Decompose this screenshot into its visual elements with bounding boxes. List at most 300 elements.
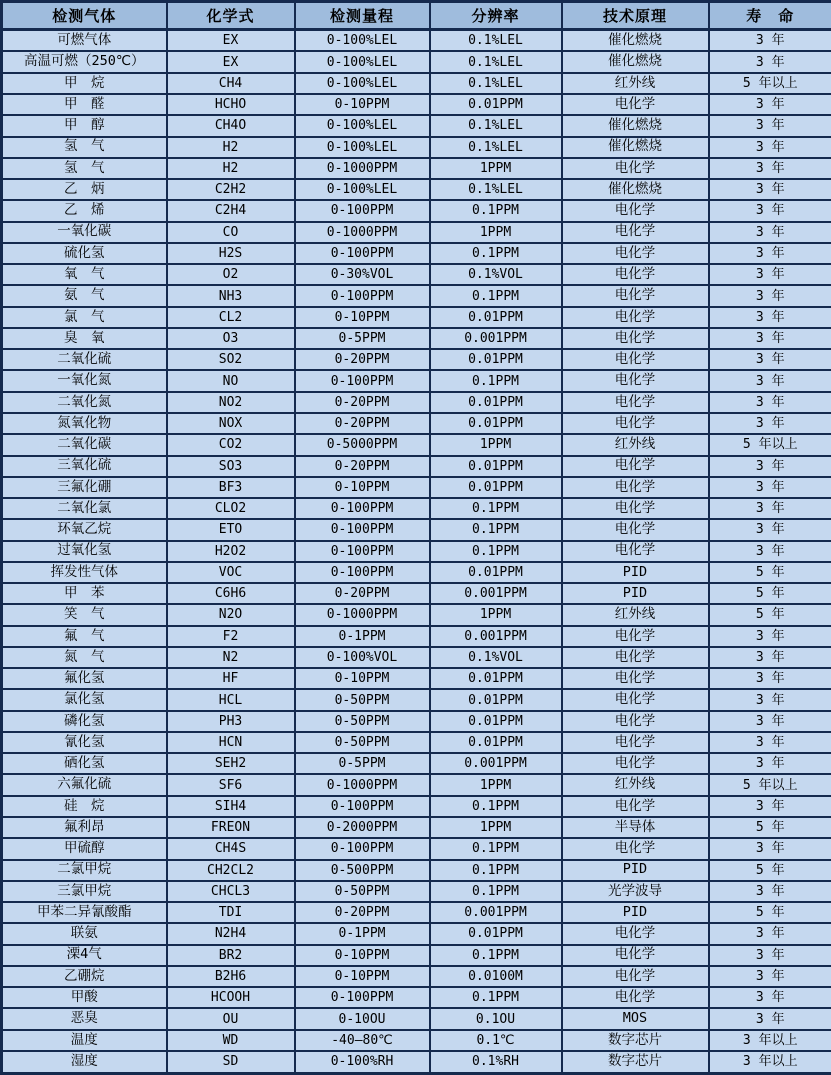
cell-lifespan: 3 年	[709, 285, 831, 306]
cell-gas: 甲 烷	[2, 73, 167, 94]
table-row	[2, 413, 831, 434]
cell-lifespan: 3 年	[709, 158, 831, 179]
table-row	[2, 51, 831, 72]
cell-principle: 电化学	[562, 456, 709, 477]
cell-lifespan: 3 年	[709, 519, 831, 540]
table-row	[2, 1030, 831, 1051]
cell-gas: 氟 气	[2, 626, 167, 647]
cell-principle: 电化学	[562, 243, 709, 264]
cell-gas: 甲硫醇	[2, 838, 167, 859]
cell-formula: EX	[167, 30, 295, 52]
cell-formula: SO3	[167, 456, 295, 477]
cell-gas: 硒化氢	[2, 753, 167, 774]
cell-formula: SO2	[167, 349, 295, 370]
cell-lifespan: 3 年	[709, 307, 831, 328]
cell-principle: 电化学	[562, 541, 709, 562]
cell-range: 0-20PPM	[295, 456, 430, 477]
cell-gas: 硫化氢	[2, 243, 167, 264]
cell-gas: 三氧化硫	[2, 456, 167, 477]
cell-range: 0-1000PPM	[295, 222, 430, 243]
cell-gas: 高温可燃（250℃）	[2, 51, 167, 72]
cell-principle: 光学波导	[562, 881, 709, 902]
cell-lifespan: 3 年	[709, 796, 831, 817]
cell-range: 0-100%LEL	[295, 73, 430, 94]
cell-lifespan: 3 年	[709, 456, 831, 477]
cell-range: 0-100PPM	[295, 541, 430, 562]
cell-lifespan: 5 年	[709, 902, 831, 923]
cell-formula: CH2CL2	[167, 860, 295, 881]
cell-lifespan: 5 年以上	[709, 73, 831, 94]
cell-principle: 电化学	[562, 519, 709, 540]
cell-range: 0-100%LEL	[295, 179, 430, 200]
cell-resolution: 0.1PPM	[430, 285, 562, 306]
cell-range: 0-10PPM	[295, 477, 430, 498]
column-header-formula: 化学式	[167, 2, 295, 30]
cell-range: 0-5000PPM	[295, 434, 430, 455]
cell-range: 0-5PPM	[295, 753, 430, 774]
cell-formula: O3	[167, 328, 295, 349]
cell-resolution: 0.01PPM	[430, 392, 562, 413]
cell-lifespan: 3 年	[709, 945, 831, 966]
cell-range: 0-10OU	[295, 1008, 430, 1029]
cell-resolution: 0.1%VOL	[430, 264, 562, 285]
cell-principle: 电化学	[562, 477, 709, 498]
cell-resolution: 0.01PPM	[430, 94, 562, 115]
cell-range: 0-10PPM	[295, 668, 430, 689]
table-row	[2, 562, 831, 583]
table-row	[2, 200, 831, 221]
cell-lifespan: 3 年	[709, 413, 831, 434]
cell-gas: 二氧化碳	[2, 434, 167, 455]
cell-formula: NH3	[167, 285, 295, 306]
cell-gas: 乙 烯	[2, 200, 167, 221]
cell-formula: CHCL3	[167, 881, 295, 902]
cell-resolution: 0.1PPM	[430, 200, 562, 221]
table-row	[2, 902, 831, 923]
cell-resolution: 0.1%LEL	[430, 73, 562, 94]
cell-formula: N2	[167, 647, 295, 668]
cell-range: 0-100%VOL	[295, 647, 430, 668]
cell-lifespan: 3 年	[709, 328, 831, 349]
cell-resolution: 1PPM	[430, 774, 562, 795]
cell-resolution: 0.1PPM	[430, 243, 562, 264]
column-header-resolution: 分辨率	[430, 2, 562, 30]
cell-resolution: 0.01PPM	[430, 562, 562, 583]
cell-principle: MOS	[562, 1008, 709, 1029]
cell-gas: 乙 炳	[2, 179, 167, 200]
cell-formula: VOC	[167, 562, 295, 583]
cell-resolution: 0.001PPM	[430, 328, 562, 349]
cell-range: 0-10PPM	[295, 307, 430, 328]
cell-range: 0-10PPM	[295, 966, 430, 987]
cell-resolution: 0.001PPM	[430, 753, 562, 774]
table-row	[2, 796, 831, 817]
cell-gas: 一氧化氮	[2, 370, 167, 391]
table-header	[2, 2, 831, 30]
cell-principle: 电化学	[562, 945, 709, 966]
cell-formula: NOX	[167, 413, 295, 434]
cell-lifespan: 3 年	[709, 370, 831, 391]
cell-formula: C2H4	[167, 200, 295, 221]
cell-resolution: 0.1℃	[430, 1030, 562, 1051]
cell-lifespan: 3 年	[709, 541, 831, 562]
table-row	[2, 477, 831, 498]
cell-resolution: 0.01PPM	[430, 668, 562, 689]
cell-formula: PH3	[167, 711, 295, 732]
cell-principle: 电化学	[562, 328, 709, 349]
cell-range: 0-30%VOL	[295, 264, 430, 285]
cell-resolution: 0.01PPM	[430, 923, 562, 944]
cell-range: 0-10PPM	[295, 94, 430, 115]
table-row	[2, 604, 831, 625]
cell-gas: 乙硼烷	[2, 966, 167, 987]
cell-resolution: 1PPM	[430, 222, 562, 243]
cell-resolution: 0.01PPM	[430, 349, 562, 370]
cell-lifespan: 3 年	[709, 94, 831, 115]
cell-lifespan: 3 年	[709, 923, 831, 944]
cell-resolution: 1PPM	[430, 604, 562, 625]
cell-gas: 氮氧化物	[2, 413, 167, 434]
table-row	[2, 626, 831, 647]
table-row	[2, 73, 831, 94]
cell-lifespan: 3 年	[709, 243, 831, 264]
cell-resolution: 0.1OU	[430, 1008, 562, 1029]
cell-formula: F2	[167, 626, 295, 647]
cell-gas: 温度	[2, 1030, 167, 1051]
table-row	[2, 1051, 831, 1074]
table-row	[2, 583, 831, 604]
cell-lifespan: 3 年	[709, 200, 831, 221]
cell-principle: 数字芯片	[562, 1030, 709, 1051]
cell-range: 0-100PPM	[295, 838, 430, 859]
cell-principle: 电化学	[562, 796, 709, 817]
header-row	[2, 2, 831, 30]
cell-gas: 三氯甲烷	[2, 881, 167, 902]
cell-gas: 二氧化硫	[2, 349, 167, 370]
cell-range: 0-5PPM	[295, 328, 430, 349]
table-row	[2, 753, 831, 774]
table-row	[2, 434, 831, 455]
cell-principle: 催化燃烧	[562, 179, 709, 200]
cell-formula: BR2	[167, 945, 295, 966]
table-row	[2, 115, 831, 136]
cell-lifespan: 3 年	[709, 732, 831, 753]
table-row	[2, 838, 831, 859]
cell-principle: 电化学	[562, 689, 709, 710]
cell-principle: 催化燃烧	[562, 51, 709, 72]
cell-lifespan: 3 年	[709, 392, 831, 413]
cell-resolution: 0.1%LEL	[430, 115, 562, 136]
cell-formula: SIH4	[167, 796, 295, 817]
table-row	[2, 370, 831, 391]
cell-gas: 氢 气	[2, 158, 167, 179]
table-row	[2, 689, 831, 710]
cell-range: 0-20PPM	[295, 902, 430, 923]
cell-gas: 氯 气	[2, 307, 167, 328]
cell-gas: 挥发性气体	[2, 562, 167, 583]
table-body	[2, 30, 831, 1074]
column-header-lifespan: 寿 命	[709, 2, 831, 30]
cell-range: 0-1000PPM	[295, 774, 430, 795]
cell-range: 0-1000PPM	[295, 604, 430, 625]
cell-principle: 电化学	[562, 626, 709, 647]
table-row	[2, 456, 831, 477]
cell-lifespan: 3 年	[709, 30, 831, 52]
table-row	[2, 307, 831, 328]
cell-range: 0-1PPM	[295, 923, 430, 944]
cell-formula: ETO	[167, 519, 295, 540]
cell-resolution: 0.1PPM	[430, 519, 562, 540]
cell-range: 0-100PPM	[295, 370, 430, 391]
cell-range: 0-1000PPM	[295, 158, 430, 179]
cell-lifespan: 3 年	[709, 51, 831, 72]
cell-gas: 氮 气	[2, 647, 167, 668]
cell-gas: 氧 气	[2, 264, 167, 285]
cell-range: 0-20PPM	[295, 583, 430, 604]
table-row	[2, 647, 831, 668]
cell-principle: 电化学	[562, 668, 709, 689]
cell-formula: C2H2	[167, 179, 295, 200]
cell-lifespan: 3 年	[709, 753, 831, 774]
cell-principle: 电化学	[562, 307, 709, 328]
cell-principle: 电化学	[562, 94, 709, 115]
cell-formula: CH4	[167, 73, 295, 94]
cell-formula: B2H6	[167, 966, 295, 987]
table-row	[2, 264, 831, 285]
cell-range: 0-100PPM	[295, 562, 430, 583]
cell-formula: H2S	[167, 243, 295, 264]
table-row	[2, 137, 831, 158]
cell-principle: 电化学	[562, 923, 709, 944]
cell-resolution: 1PPM	[430, 158, 562, 179]
cell-lifespan: 3 年	[709, 838, 831, 859]
cell-formula: TDI	[167, 902, 295, 923]
cell-principle: 电化学	[562, 647, 709, 668]
cell-principle: 电化学	[562, 200, 709, 221]
cell-range: 0-100%RH	[295, 1051, 430, 1074]
cell-gas: 二氯甲烷	[2, 860, 167, 881]
cell-formula: H2O2	[167, 541, 295, 562]
cell-lifespan: 3 年	[709, 647, 831, 668]
cell-lifespan: 5 年	[709, 562, 831, 583]
cell-gas: 二氧化氯	[2, 498, 167, 519]
cell-resolution: 0.1PPM	[430, 498, 562, 519]
cell-formula: H2	[167, 137, 295, 158]
cell-gas: 三氟化硼	[2, 477, 167, 498]
cell-range: 0-100%LEL	[295, 115, 430, 136]
column-header-gas: 检测气体	[2, 2, 167, 30]
cell-lifespan: 3 年	[709, 966, 831, 987]
cell-formula: N2H4	[167, 923, 295, 944]
cell-lifespan: 3 年	[709, 498, 831, 519]
cell-resolution: 0.01PPM	[430, 307, 562, 328]
cell-resolution: 0.1%VOL	[430, 647, 562, 668]
cell-range: 0-100%LEL	[295, 30, 430, 52]
cell-gas: 氢 气	[2, 137, 167, 158]
cell-lifespan: 5 年	[709, 583, 831, 604]
cell-resolution: 0.01PPM	[430, 732, 562, 753]
cell-principle: PID	[562, 583, 709, 604]
cell-formula: HF	[167, 668, 295, 689]
cell-resolution: 0.1%LEL	[430, 30, 562, 52]
cell-resolution: 0.1PPM	[430, 945, 562, 966]
cell-formula: NO	[167, 370, 295, 391]
table-row	[2, 881, 831, 902]
cell-principle: 电化学	[562, 987, 709, 1008]
cell-resolution: 0.01PPM	[430, 711, 562, 732]
cell-gas: 臭 氧	[2, 328, 167, 349]
table-row	[2, 1008, 831, 1029]
cell-resolution: 0.1PPM	[430, 881, 562, 902]
cell-range: 0-500PPM	[295, 860, 430, 881]
cell-principle: 电化学	[562, 711, 709, 732]
cell-principle: 电化学	[562, 732, 709, 753]
cell-lifespan: 3 年	[709, 349, 831, 370]
cell-formula: CO2	[167, 434, 295, 455]
cell-range: 0-100PPM	[295, 200, 430, 221]
cell-range: 0-100PPM	[295, 243, 430, 264]
cell-principle: 催化燃烧	[562, 115, 709, 136]
cell-formula: HCN	[167, 732, 295, 753]
cell-gas: 过氧化氢	[2, 541, 167, 562]
cell-gas: 笑 气	[2, 604, 167, 625]
cell-principle: PID	[562, 562, 709, 583]
cell-range: 0-100PPM	[295, 519, 430, 540]
table-row	[2, 349, 831, 370]
cell-principle: 电化学	[562, 264, 709, 285]
cell-resolution: 0.1PPM	[430, 860, 562, 881]
table-row	[2, 179, 831, 200]
cell-principle: 电化学	[562, 413, 709, 434]
cell-range: 0-1PPM	[295, 626, 430, 647]
cell-principle: 红外线	[562, 604, 709, 625]
cell-range: 0-100PPM	[295, 987, 430, 1008]
cell-principle: 红外线	[562, 73, 709, 94]
cell-range: 0-100%LEL	[295, 137, 430, 158]
cell-gas: 氯化氢	[2, 689, 167, 710]
cell-principle: 电化学	[562, 392, 709, 413]
table-row	[2, 945, 831, 966]
cell-gas: 磷化氢	[2, 711, 167, 732]
cell-lifespan: 5 年以上	[709, 774, 831, 795]
cell-resolution: 0.01PPM	[430, 456, 562, 477]
cell-gas: 氨 气	[2, 285, 167, 306]
cell-range: 0-50PPM	[295, 689, 430, 710]
cell-principle: 电化学	[562, 349, 709, 370]
cell-gas: 硅 烷	[2, 796, 167, 817]
column-header-principle: 技术原理	[562, 2, 709, 30]
cell-formula: WD	[167, 1030, 295, 1051]
cell-principle: 电化学	[562, 285, 709, 306]
cell-resolution: 0.1PPM	[430, 370, 562, 391]
cell-gas: 甲酸	[2, 987, 167, 1008]
cell-lifespan: 3 年	[709, 1008, 831, 1029]
cell-range: 0-50PPM	[295, 732, 430, 753]
cell-formula: CO	[167, 222, 295, 243]
cell-resolution: 0.1%LEL	[430, 51, 562, 72]
cell-range: 0-2000PPM	[295, 817, 430, 838]
table-row	[2, 243, 831, 264]
cell-principle: 电化学	[562, 966, 709, 987]
cell-gas: 一氧化碳	[2, 222, 167, 243]
cell-formula: CL2	[167, 307, 295, 328]
cell-resolution: 1PPM	[430, 434, 562, 455]
cell-lifespan: 5 年以上	[709, 434, 831, 455]
cell-formula: CH4O	[167, 115, 295, 136]
table-row	[2, 923, 831, 944]
cell-resolution: 0.1PPM	[430, 796, 562, 817]
cell-principle: 电化学	[562, 222, 709, 243]
table-row	[2, 541, 831, 562]
cell-lifespan: 3 年	[709, 711, 831, 732]
table-row	[2, 668, 831, 689]
table-row	[2, 94, 831, 115]
table-row	[2, 158, 831, 179]
table-row	[2, 30, 831, 52]
table-row	[2, 711, 831, 732]
cell-lifespan: 3 年以上	[709, 1030, 831, 1051]
cell-resolution: 0.01PPM	[430, 689, 562, 710]
cell-principle: 电化学	[562, 498, 709, 519]
cell-range: 0-50PPM	[295, 711, 430, 732]
cell-lifespan: 3 年	[709, 881, 831, 902]
cell-lifespan: 3 年	[709, 115, 831, 136]
cell-formula: OU	[167, 1008, 295, 1029]
cell-formula: SD	[167, 1051, 295, 1074]
cell-principle: 电化学	[562, 753, 709, 774]
table-row	[2, 519, 831, 540]
cell-gas: 湿度	[2, 1051, 167, 1074]
cell-gas: 甲 苯	[2, 583, 167, 604]
cell-principle: 电化学	[562, 158, 709, 179]
cell-range: -40—80℃	[295, 1030, 430, 1051]
cell-lifespan: 3 年以上	[709, 1051, 831, 1074]
cell-formula: C6H6	[167, 583, 295, 604]
table-row	[2, 966, 831, 987]
cell-resolution: 0.1PPM	[430, 541, 562, 562]
cell-lifespan: 3 年	[709, 689, 831, 710]
cell-principle: 催化燃烧	[562, 30, 709, 52]
cell-principle: PID	[562, 860, 709, 881]
cell-principle: PID	[562, 902, 709, 923]
cell-range: 0-20PPM	[295, 413, 430, 434]
cell-range: 0-100PPM	[295, 796, 430, 817]
cell-lifespan: 5 年	[709, 860, 831, 881]
cell-formula: EX	[167, 51, 295, 72]
table-row	[2, 774, 831, 795]
cell-principle: 半导体	[562, 817, 709, 838]
table-row	[2, 987, 831, 1008]
cell-resolution: 1PPM	[430, 817, 562, 838]
cell-resolution: 0.1PPM	[430, 838, 562, 859]
cell-resolution: 0.01PPM	[430, 413, 562, 434]
cell-range: 0-10PPM	[295, 945, 430, 966]
cell-range: 0-20PPM	[295, 392, 430, 413]
cell-gas: 溧4气	[2, 945, 167, 966]
cell-lifespan: 3 年	[709, 668, 831, 689]
cell-gas: 恶臭	[2, 1008, 167, 1029]
cell-formula: HCOOH	[167, 987, 295, 1008]
cell-range: 0-100%LEL	[295, 51, 430, 72]
cell-lifespan: 3 年	[709, 264, 831, 285]
cell-principle: 电化学	[562, 370, 709, 391]
cell-gas: 联氨	[2, 923, 167, 944]
table-row	[2, 732, 831, 753]
cell-range: 0-100PPM	[295, 498, 430, 519]
table-row	[2, 285, 831, 306]
cell-range: 0-100PPM	[295, 285, 430, 306]
cell-lifespan: 3 年	[709, 626, 831, 647]
